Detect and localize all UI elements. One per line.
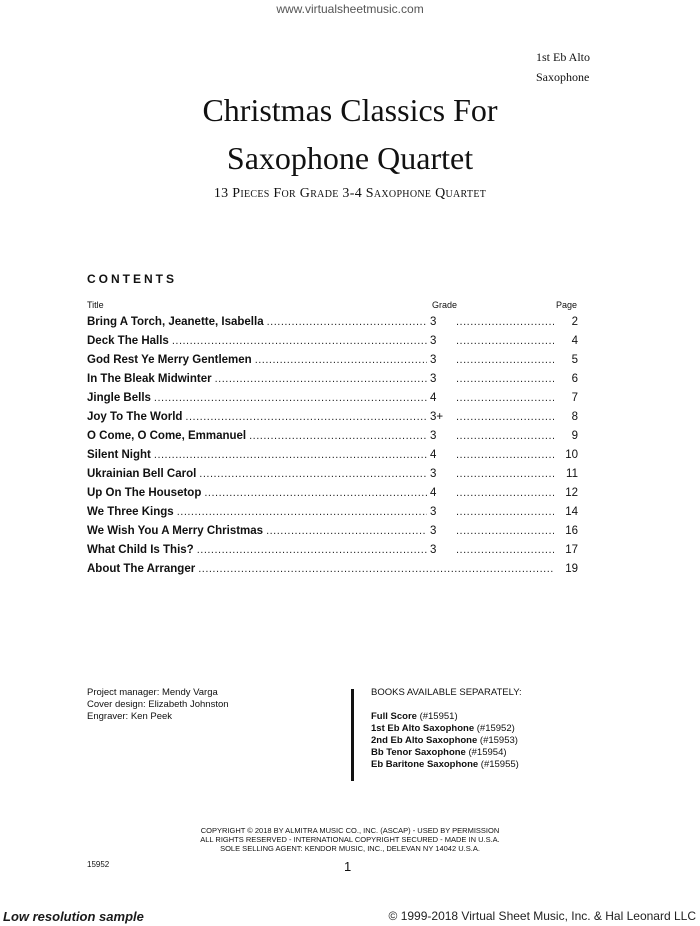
toc-leader — [456, 449, 554, 461]
toc-leader — [456, 506, 554, 518]
toc-title: Up On The Housetop — [87, 487, 202, 499]
column-header-page: Page — [556, 300, 578, 310]
toc-page: 11 — [566, 468, 578, 480]
toc-grade: 3 — [430, 468, 437, 480]
toc-leader — [154, 392, 427, 404]
toc-grade: 3 — [430, 544, 437, 556]
toc-title: We Three Kings — [87, 506, 174, 518]
toc-entry — [87, 487, 578, 506]
column-header-grade: Grade — [432, 300, 458, 310]
part-label — [536, 47, 636, 87]
book-subtitle: 13 Pieces For Grade 3-4 Saxophone Quartet — [213, 186, 487, 201]
toc-leader — [456, 487, 554, 499]
toc-leader — [255, 354, 427, 366]
toc-page: 16 — [565, 525, 578, 537]
toc-page: 7 — [571, 392, 578, 404]
toc-page: 2 — [571, 316, 578, 328]
low-resolution-watermark: Low resolution sample — [3, 909, 144, 924]
toc-leader — [456, 335, 554, 347]
credit-cover-design: Cover design: Elizabeth Johnston — [87, 699, 229, 710]
vertical-divider — [351, 689, 354, 781]
toc-entry — [87, 373, 578, 392]
toc-title: What Child Is This? — [87, 544, 194, 556]
toc-title: O Come, O Come, Emmanuel — [87, 430, 247, 442]
book-item — [371, 747, 522, 759]
toc-leader — [456, 392, 554, 404]
toc-leader — [456, 373, 554, 385]
toc-leader — [197, 544, 427, 556]
toc-leader — [154, 449, 427, 461]
toc-entry — [87, 468, 578, 487]
copyright-line2: ALL RIGHTS RESERVED - INTERNATIONAL COPYRIGHT SECURED - MADE IN U.S.A. — [200, 835, 500, 844]
toc-page: 5 — [571, 354, 578, 366]
toc-entry — [87, 392, 578, 411]
toc-leader — [267, 316, 427, 328]
toc-page: 12 — [565, 487, 578, 499]
toc-leader — [266, 525, 427, 537]
toc-leader — [199, 468, 427, 480]
book-title-line1: Christmas Classics For — [202, 92, 498, 128]
toc-leader — [249, 430, 427, 442]
toc-entry — [87, 316, 578, 335]
book-code: (#15952) — [476, 723, 515, 734]
toc-grade: 4 — [430, 487, 437, 499]
toc-page: 8 — [571, 411, 578, 423]
toc-title: Joy To The World — [87, 411, 183, 423]
book-item — [371, 711, 522, 723]
toc-leader — [456, 525, 554, 537]
copyright-line1: COPYRIGHT © 2018 BY ALMITRA MUSIC CO., INC. (ASCAP) - USED BY PERMISSION — [200, 826, 500, 835]
toc-page: 10 — [565, 449, 578, 461]
book-name: Eb Baritone Saxophone — [371, 759, 479, 770]
toc-leader — [456, 316, 554, 328]
book-name: 2nd Eb Alto Saxophone — [371, 735, 478, 746]
toc-leader — [456, 354, 554, 366]
site-url[interactable]: www.virtualsheetmusic.com — [276, 2, 424, 16]
toc-title: Jingle Bells — [87, 392, 151, 404]
toc-grade: 3 — [430, 525, 437, 537]
toc-title: We Wish You A Merry Christmas — [87, 525, 264, 537]
toc-title: Bring A Torch, Jeanette, Isabella — [87, 316, 264, 328]
toc-page: 4 — [571, 335, 578, 347]
toc-entry — [87, 449, 578, 468]
footer-copyright: © 1999-2018 Virtual Sheet Music, Inc. & Hal Leonard LLC — [388, 909, 696, 923]
book-code: (#15954) — [468, 747, 507, 758]
book-title — [0, 86, 700, 182]
toc-leader — [456, 411, 554, 423]
toc-page: 9 — [571, 430, 578, 442]
toc-grade: 3 — [430, 316, 437, 328]
catalog-number: 15952 — [87, 860, 110, 869]
book-item — [371, 759, 522, 771]
book-name: Full Score — [371, 711, 417, 722]
table-of-contents — [87, 316, 578, 582]
books-heading: BOOKS AVAILABLE SEPARATELY: — [371, 687, 522, 698]
copyright-notice — [0, 826, 700, 853]
toc-page: 19 — [565, 563, 578, 575]
toc-entry — [87, 430, 578, 449]
toc-entry — [87, 354, 578, 373]
toc-grade: 3 — [430, 354, 437, 366]
toc-leader — [172, 335, 427, 347]
toc-leader — [177, 506, 427, 518]
credit-engraver: Engraver: Ken Peek — [87, 711, 173, 722]
toc-leader — [198, 563, 554, 575]
toc-title: Deck The Halls — [87, 335, 169, 347]
toc-entry — [87, 506, 578, 525]
toc-leader — [185, 411, 427, 423]
book-code: (#15953) — [479, 735, 518, 746]
toc-entry — [87, 335, 578, 354]
toc-page: 6 — [571, 373, 578, 385]
toc-title: About The Arranger — [87, 563, 196, 575]
toc-title: God Rest Ye Merry Gentlemen — [87, 354, 252, 366]
toc-leader — [204, 487, 427, 499]
toc-title: Silent Night — [87, 449, 151, 461]
toc-entry — [87, 525, 578, 544]
part-label-line1: 1st Eb Alto — [536, 50, 591, 64]
page-number: 1 — [344, 859, 352, 874]
book-item — [371, 723, 522, 735]
toc-entry — [87, 544, 578, 563]
book-name: Bb Tenor Saxophone — [371, 747, 466, 758]
book-name: 1st Eb Alto Saxophone — [371, 723, 475, 734]
book-code: (#15951) — [419, 711, 458, 722]
toc-leader — [456, 544, 554, 556]
book-code: (#15955) — [480, 759, 519, 770]
toc-grade: 3 — [430, 335, 437, 347]
toc-page: 17 — [565, 544, 578, 556]
column-header-title: Title — [87, 300, 104, 310]
toc-grade: 4 — [430, 449, 437, 461]
copyright-line3: SOLE SELLING AGENT: KENDOR MUSIC, INC., DELEVAN NY 14042 U.S.A. — [220, 844, 480, 853]
toc-leader — [456, 468, 554, 480]
book-item — [371, 735, 522, 747]
part-label-line2: Saxophone — [536, 70, 590, 84]
contents-heading: CONTENTS — [87, 272, 177, 286]
toc-title: In The Bleak Midwinter — [87, 373, 212, 385]
toc-leader — [456, 430, 554, 442]
toc-grade: 4 — [430, 392, 437, 404]
credits — [87, 687, 229, 723]
toc-grade: 3 — [430, 373, 437, 385]
toc-leader — [215, 373, 427, 385]
books-available — [371, 687, 522, 771]
toc-entry — [87, 563, 578, 582]
toc-grade: 3+ — [430, 411, 444, 423]
toc-grade: 3 — [430, 506, 437, 518]
toc-entry — [87, 411, 578, 430]
toc-title: Ukrainian Bell Carol — [87, 468, 197, 480]
book-title-line2: Saxophone Quartet — [226, 140, 474, 176]
toc-page: 14 — [565, 506, 578, 518]
toc-grade: 3 — [430, 430, 437, 442]
credit-project-manager: Project manager: Mendy Varga — [87, 687, 218, 698]
